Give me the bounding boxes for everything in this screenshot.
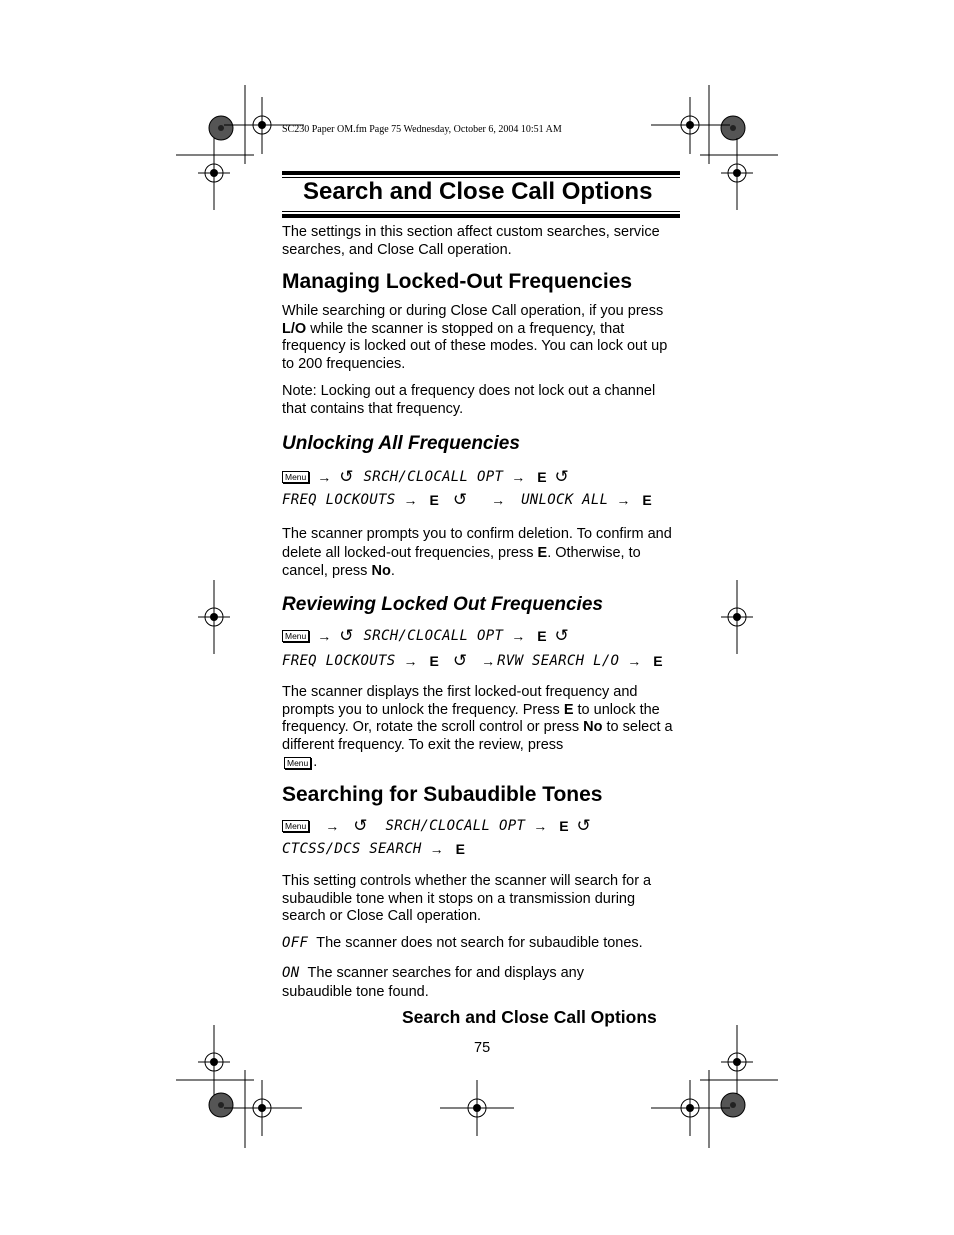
review-paragraph: The scanner displays the first locked-out frequency and prompts you to unlock the frequency. Press E to unlock the frequency. Or, rotate the scroll control or press No to select a different frequency. To exit the review, press Menu . bbox=[282, 684, 673, 770]
lcd-srch-clocall-opt: SRCH/CLOCALL OPT bbox=[363, 628, 504, 644]
lcd-srch-clocall-opt: SRCH/CLOCALL OPT bbox=[363, 469, 504, 485]
rotate-icon: ↺ bbox=[452, 490, 468, 509]
e-key: E bbox=[537, 469, 547, 485]
review-sequence-line1 bbox=[282, 625, 579, 647]
arrow-icon: → bbox=[627, 653, 642, 669]
rotate-icon: ↺ bbox=[554, 467, 569, 486]
heading-reviewing-locked-out: Reviewing Locked Out Frequencies bbox=[282, 594, 603, 615]
tones-off-option: OFF The scanner does not search for subaudible tones. bbox=[282, 935, 643, 951]
arrow-icon: → bbox=[317, 628, 332, 644]
review-sequence-line2 bbox=[282, 650, 667, 672]
managing-paragraph: While searching or during Close Call operation, if you press L/O while the scanner is stopped on a frequency, that frequency is locked out of these modes. You can lock out up to 200 frequencies. bbox=[282, 303, 668, 372]
rotate-icon: ↺ bbox=[576, 816, 591, 835]
e-key: E bbox=[537, 628, 547, 644]
lcd-freq-lockouts: FREQ LOCKOUTS bbox=[282, 492, 396, 508]
lcd-on: ON bbox=[282, 965, 300, 981]
arrow-icon: → bbox=[429, 841, 444, 857]
intro-paragraph: The settings in this section affect custom searches, service searches, and Close Call operation. bbox=[282, 224, 660, 258]
page-number: 75 bbox=[474, 1040, 491, 1056]
heading-unlocking-all: Unlocking All Frequencies bbox=[282, 433, 520, 454]
lcd-unlock-all: UNLOCK ALL bbox=[521, 492, 609, 508]
rotate-icon: ↺ bbox=[353, 816, 368, 835]
rotate-icon: ↺ bbox=[554, 626, 569, 645]
arrow-icon: → bbox=[616, 492, 631, 508]
rotate-icon: ↺ bbox=[452, 651, 468, 670]
lcd-off: OFF bbox=[282, 935, 309, 951]
e-key: E bbox=[455, 841, 466, 857]
title-rule-bottom bbox=[282, 214, 680, 218]
menu-key-icon: Menu bbox=[282, 820, 309, 832]
arrow-icon: → bbox=[325, 818, 340, 834]
e-key: E bbox=[559, 818, 569, 834]
menu-key-icon: Menu bbox=[284, 757, 311, 769]
lcd-srch-clocall-opt: SRCH/CLOCALL OPT bbox=[385, 818, 526, 834]
file-header: SC230 Paper OM.fm Page 75 Wednesday, October 6, 2004 10:51 AM bbox=[282, 124, 562, 135]
tones-paragraph: This setting controls whether the scanner will search for a subaudible tone when it stops on a transmission during search or Close Call operation. bbox=[282, 873, 652, 924]
lcd-ctcss-dcs-search: CTCSS/DCS SEARCH bbox=[282, 841, 422, 857]
lo-key: L/O bbox=[282, 320, 307, 337]
e-key: E bbox=[429, 653, 439, 669]
managing-note: Note: Locking out a frequency does not lock out a channel that contains that frequency. bbox=[282, 383, 656, 417]
arrow-icon: → bbox=[511, 628, 526, 644]
heading-managing-locked-out: Managing Locked-Out Frequencies bbox=[282, 270, 633, 293]
rotate-icon: ↺ bbox=[339, 467, 354, 486]
e-key: E bbox=[653, 653, 663, 669]
arrow-icon: → bbox=[403, 653, 418, 669]
menu-key-icon: Menu bbox=[282, 630, 309, 642]
tones-on-option: ON The scanner searches for and displays any subaudible tone found. bbox=[282, 965, 584, 1000]
title-rule-bottom-thin bbox=[282, 211, 680, 212]
menu-key-icon: Menu bbox=[282, 471, 309, 483]
lcd-rvw-search-lo: RVW SEARCH L/O bbox=[497, 653, 620, 669]
heading-subaudible-tones: Searching for Subaudible Tones bbox=[282, 783, 603, 806]
footer-section-title: Search and Close Call Options bbox=[402, 1007, 657, 1027]
unlock-paragraph: The scanner prompts you to confirm deletion. To confirm and delete all locked-out frequencies, press E. Otherwise, to cancel, press No. bbox=[282, 526, 672, 579]
arrow-icon: → bbox=[511, 469, 526, 485]
page-title: Search and Close Call Options bbox=[303, 178, 653, 205]
lcd-freq-lockouts: FREQ LOCKOUTS bbox=[282, 653, 396, 669]
arrow-icon: → bbox=[317, 469, 332, 485]
unlock-sequence-line2 bbox=[282, 489, 656, 511]
e-key: E bbox=[429, 492, 439, 508]
title-rule-top bbox=[282, 171, 680, 175]
arrow-icon: → bbox=[481, 653, 496, 669]
rotate-icon: ↺ bbox=[339, 626, 354, 645]
e-key: E bbox=[642, 492, 652, 508]
arrow-icon: → bbox=[491, 492, 506, 508]
arrow-icon: → bbox=[403, 492, 418, 508]
unlock-sequence-line1 bbox=[282, 466, 579, 488]
tones-sequence-line2 bbox=[282, 838, 469, 860]
tones-sequence-line1 bbox=[282, 815, 601, 837]
arrow-icon: → bbox=[533, 818, 548, 834]
